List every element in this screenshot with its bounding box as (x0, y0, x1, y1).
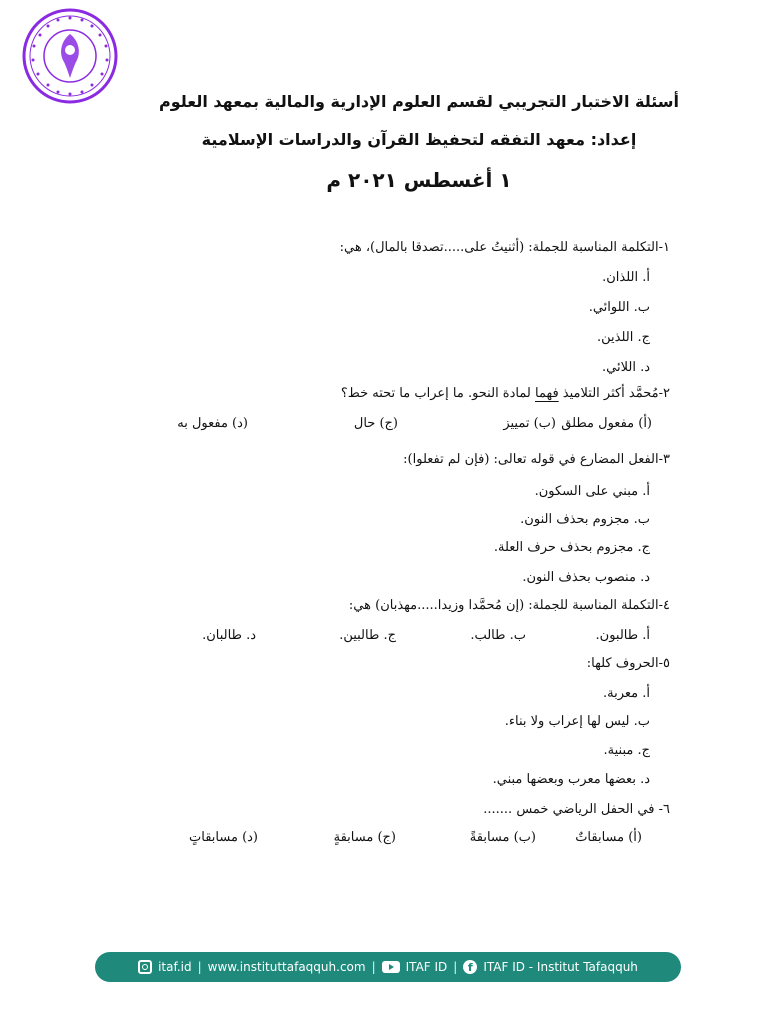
q1-option-c: ج. اللذين. (596, 330, 650, 345)
question-2 (341, 386, 670, 401)
footer-separator: | (453, 960, 458, 974)
q4-option-b: ب. طالب. (470, 628, 526, 643)
q2-option-a: (أ) مفعول مطلق (561, 416, 652, 431)
q5-option-b: ب. ليس لها إعراب ولا بناء. (504, 714, 650, 729)
q2-underlined-word: فهما (534, 386, 559, 401)
q5-option-a: أ. معربة. (602, 686, 650, 701)
q6-option-b: (ب) مسابقةً (469, 830, 536, 845)
q2-text-before: ٢-مُحمَّد أكثر التلاميذ (558, 386, 670, 401)
q2-option-c: (ج) حال (353, 416, 398, 431)
q3-option-b: ب. مجزوم بحذف النون. (520, 512, 650, 527)
q6-option-d: (د) مسابقاتٍ (189, 830, 258, 845)
q2-option-d: (د) مفعول به (177, 416, 248, 431)
q4-option-d: د. طالبان. (202, 628, 256, 643)
question-5: ٥-الحروف كلها: (586, 656, 670, 671)
q4-option-a: أ. طالبون. (595, 628, 650, 643)
q3-option-c: ج. مجزوم بحذف حرف العلة. (493, 540, 650, 555)
document-date: ١ أغسطس ٢٠٢١ م (326, 168, 512, 192)
footer-separator: | (371, 960, 376, 974)
instagram-link[interactable]: itaf.id (158, 960, 192, 974)
q4-option-c: ج. طالبين. (339, 628, 396, 643)
document-prepared-by: إعداد: معهد التفقه لتحفيظ القرآن والدراسات الإسلامية (201, 130, 637, 149)
question-3: ٣-الفعل المضارع في قوله تعالى: (فإن لم تفعلوا): (403, 452, 670, 467)
q1-option-d: د. اللائي. (602, 360, 650, 375)
facebook-icon: f (463, 960, 477, 974)
youtube-icon (382, 961, 400, 973)
q1-option-b: ب. اللوائي. (588, 300, 650, 315)
facebook-link[interactable]: ITAF ID - Institut Tafaqquh (483, 960, 638, 974)
question-4: ٤-التكملة المناسبة للجملة: (إن مُحمَّدا وزيدا.....مهذبان) هي: (348, 598, 670, 613)
question-6: ٦- في الحفل الرياضي خمس ....... (483, 802, 670, 817)
document-title: أسئلة الاختبار التجريبي لقسم العلوم الإدارية والمالية بمعهد العلوم (159, 92, 679, 111)
youtube-link[interactable]: ITAF ID (405, 960, 448, 974)
q2-text-after: لمادة النحو. ما إعراب ما تحته خط؟ (340, 386, 535, 401)
footer-contact-bar (95, 952, 681, 982)
instagram-icon (138, 960, 152, 974)
q6-option-a: (أ) مسابقاتٌ (575, 830, 642, 845)
q3-option-d: د. منصوب بحذف النون. (522, 570, 650, 585)
q3-option-a: أ. مبني على السكون. (534, 484, 650, 499)
q1-option-a: أ. اللذان. (602, 270, 650, 285)
website-link[interactable]: www.instituttafaqquh.com (207, 960, 366, 974)
q5-option-d: د. بعضها معرب وبعضها مبني. (492, 772, 650, 787)
q5-option-c: ج. مبنية. (603, 743, 650, 758)
q2-option-b: (ب) تمييز (503, 416, 556, 431)
question-1: ١-التكلمة المناسبة للجملة: (أثنيتُ على.....تصدقا بالمال)، هي: (339, 240, 670, 255)
institute-seal-logo (22, 8, 118, 104)
q6-option-c: (ج) مسابقةٍ (333, 830, 396, 845)
footer-separator: | (197, 960, 202, 974)
